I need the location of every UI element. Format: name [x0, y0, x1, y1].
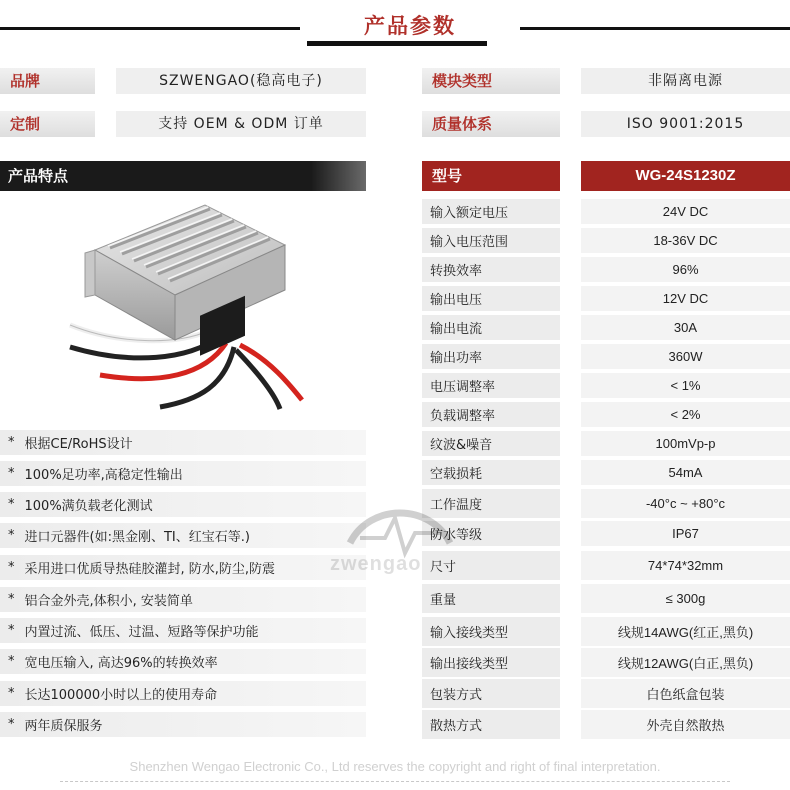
spec-value: 18-36V DC [581, 228, 790, 253]
feature-item [0, 461, 366, 486]
spec-value: 74*74*32mm [581, 551, 790, 580]
footer-divider [60, 781, 730, 782]
feature-item [0, 523, 366, 548]
bullet-star-icon: * [8, 623, 15, 638]
spec-label: 输出电压 [422, 286, 560, 311]
spec-value: < 1% [581, 373, 790, 398]
quality-system-label: 质量体系 [422, 111, 560, 137]
header-rule-left [0, 27, 300, 30]
title-underline [307, 41, 487, 46]
spec-value: 线规14AWG(红正,黑负) [581, 617, 790, 646]
spec-label: 包装方式 [422, 679, 560, 708]
spec-row [422, 402, 790, 427]
feature-item [0, 430, 366, 455]
feature-item [0, 587, 366, 612]
spec-value: 白色纸盒包装 [581, 679, 790, 708]
bullet-star-icon: * [8, 592, 15, 607]
spec-row [422, 584, 790, 613]
feature-text: 100%足功率,高稳定性输出 [24, 468, 183, 483]
feature-item [0, 555, 366, 580]
spec-row [422, 648, 790, 677]
spec-label: 防水等级 [422, 521, 560, 546]
spec-label: 空载损耗 [422, 460, 560, 485]
spec-row [422, 431, 790, 456]
spec-row [422, 286, 790, 311]
feature-text: 内置过流、低压、过温、短路等保护功能 [24, 625, 259, 640]
feature-text: 采用进口优质导热硅胶灌封, 防水,防尘,防震 [24, 562, 276, 577]
feature-item [0, 681, 366, 706]
feature-item [0, 618, 366, 643]
spec-value: < 2% [581, 402, 790, 427]
brand-label: 品牌 [0, 68, 95, 94]
spec-label: 输出接线类型 [422, 648, 560, 677]
spec-value: 24V DC [581, 199, 790, 224]
spec-label: 电压调整率 [422, 373, 560, 398]
spec-label: 纹波&噪音 [422, 431, 560, 456]
feature-text: 进口元器件(如:黑金刚、TI、红宝石等.) [24, 530, 250, 545]
feature-item [0, 492, 366, 517]
spec-value: 30A [581, 315, 790, 340]
spec-value: 360W [581, 344, 790, 369]
model-label: 型号 [422, 161, 560, 191]
spec-row [422, 679, 790, 708]
spec-label: 输入额定电压 [422, 199, 560, 224]
spec-label: 尺寸 [422, 551, 560, 580]
spec-value: 12V DC [581, 286, 790, 311]
spec-row [422, 460, 790, 485]
spec-label: 重量 [422, 584, 560, 613]
feature-text: 长达100000小时以上的使用寿命 [24, 688, 218, 703]
feature-item [0, 712, 366, 737]
spec-row [422, 710, 790, 739]
spec-row [422, 199, 790, 224]
spec-value: 54mA [581, 460, 790, 485]
spec-label: 输出功率 [422, 344, 560, 369]
spec-label: 散热方式 [422, 710, 560, 739]
bullet-star-icon: * [8, 654, 15, 669]
spec-label: 转换效率 [422, 257, 560, 282]
quality-system-value: ISO 9001:2015 [581, 111, 790, 137]
spec-row [422, 521, 790, 546]
spec-value: ≤ 300g [581, 584, 790, 613]
spec-label: 负载调整率 [422, 402, 560, 427]
bullet-star-icon: * [8, 686, 15, 701]
spec-row [422, 373, 790, 398]
model-value: WG-24S1230Z [581, 161, 790, 191]
bullet-star-icon: * [8, 560, 15, 575]
spec-row [422, 257, 790, 282]
spec-label: 输入电压范围 [422, 228, 560, 253]
spec-label: 输出电流 [422, 315, 560, 340]
bullet-star-icon: * [8, 497, 15, 512]
feature-text: 铝合金外壳,体积小, 安装简单 [24, 594, 193, 609]
watermark-text: zwengao [330, 553, 422, 575]
spec-row [422, 315, 790, 340]
spec-row [422, 617, 790, 646]
custom-label: 定制 [0, 111, 95, 137]
brand-value: SZWENGAO(稳高电子) [116, 68, 366, 94]
product-image [40, 195, 330, 410]
feature-item [0, 649, 366, 674]
spec-value: 96% [581, 257, 790, 282]
features-heading: 产品特点 [0, 161, 366, 191]
spec-row [422, 489, 790, 518]
spec-value: 外壳自然散热 [581, 710, 790, 739]
feature-text: 根据CE/RoHS设计 [24, 437, 133, 452]
spec-value: -40°c ~ +80°c [581, 489, 790, 518]
spec-row [422, 551, 790, 580]
footer-copyright: Shenzhen Wengao Electronic Co., Ltd reserves the copyright and right of final interpretation. [129, 759, 661, 774]
header-rule-right [520, 27, 790, 30]
bullet-star-icon: * [8, 466, 15, 481]
spec-value: 100mVp-p [581, 431, 790, 456]
module-type-value: 非隔离电源 [581, 68, 790, 94]
feature-text: 两年质保服务 [24, 719, 103, 734]
module-type-label: 模块类型 [422, 68, 560, 94]
spec-value: 线规12AWG(白正,黑负) [581, 648, 790, 677]
spec-row [422, 344, 790, 369]
bullet-star-icon: * [8, 717, 15, 732]
feature-text: 100%满负载老化测试 [24, 499, 153, 514]
bullet-star-icon: * [8, 435, 15, 450]
bullet-star-icon: * [8, 528, 15, 543]
spec-row [422, 228, 790, 253]
spec-value: IP67 [581, 521, 790, 546]
custom-value: 支持 OEM & ODM 订单 [116, 111, 366, 137]
spec-label: 输入接线类型 [422, 617, 560, 646]
page-title: 产品参数 [364, 14, 456, 38]
feature-text: 宽电压输入, 高达96%的转换效率 [24, 656, 218, 671]
spec-label: 工作温度 [422, 489, 560, 518]
